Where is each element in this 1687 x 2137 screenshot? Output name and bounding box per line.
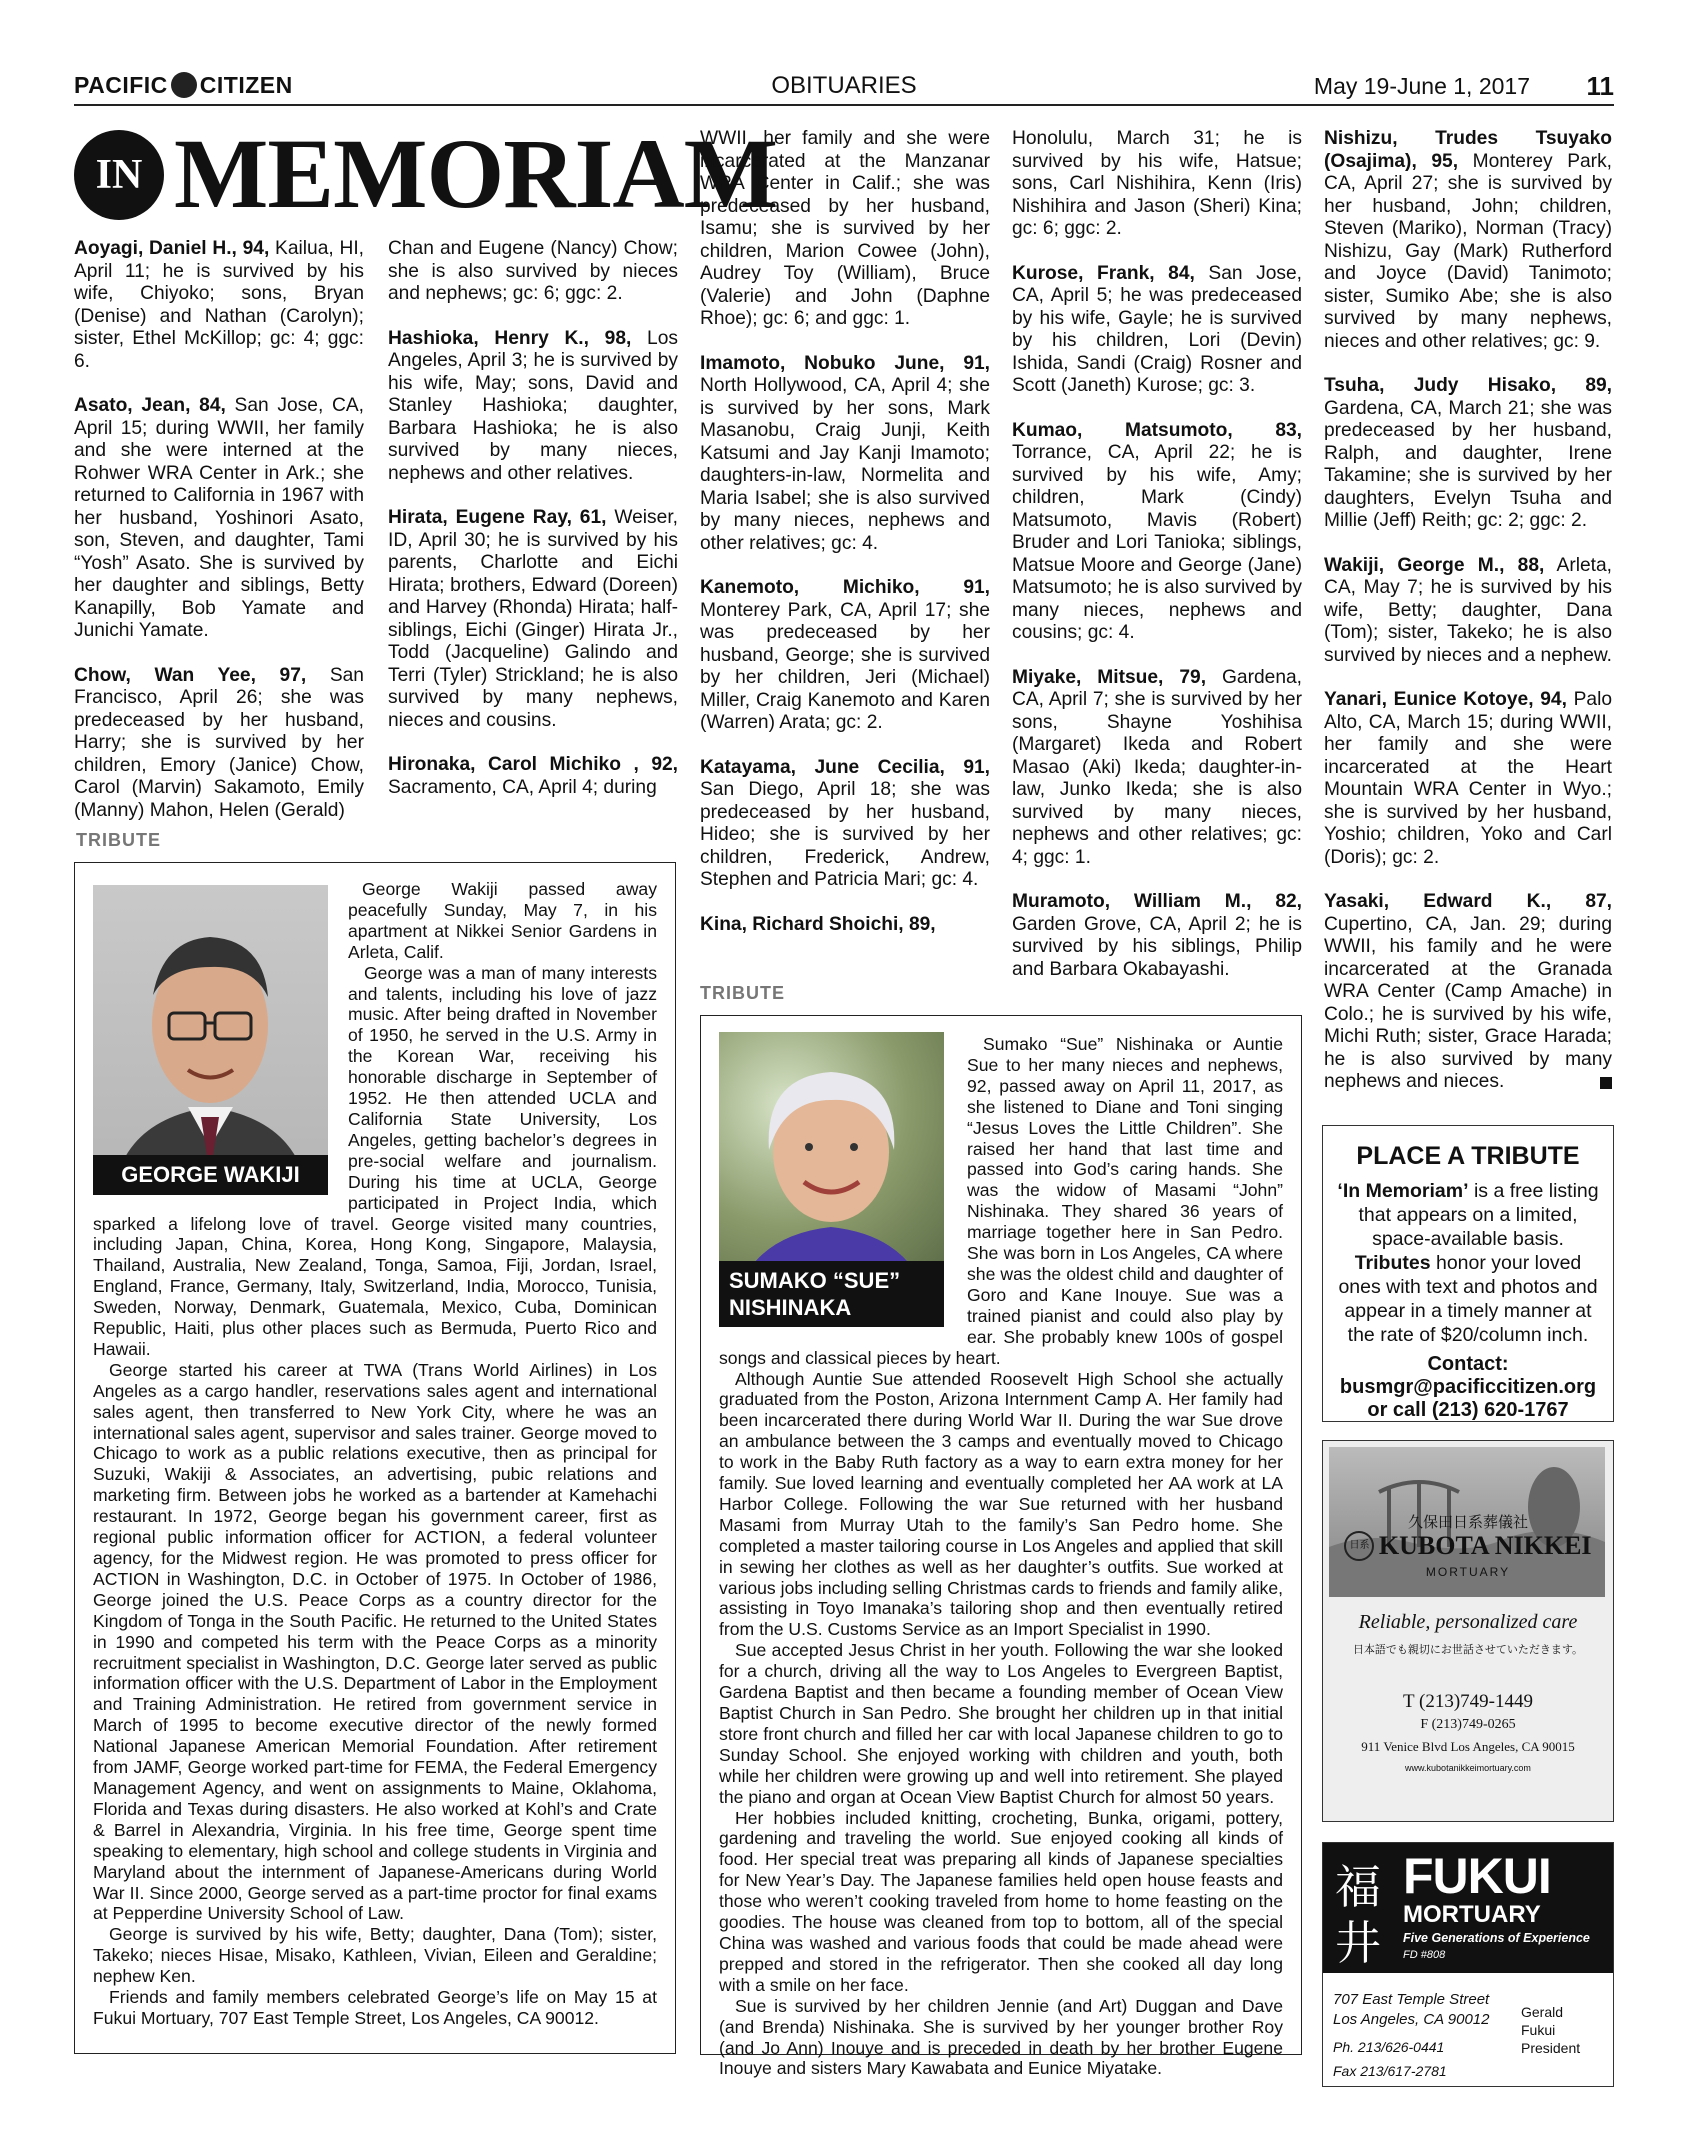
tribute-paragraph: Sue is survived by her children Jennie (and Art) Duggan and Dave (and Brenda) Nishinaka. She is survived by her younger brother Roy (and Jo Ann) Inouye and is preceded in death by her brother Eugene Inouye and sisters Mary Kawabata and Eunice Miyatake. (719, 1995, 1283, 2079)
logo-left: PACIFIC (74, 72, 168, 98)
memoriam-word: MEMORIAM (174, 118, 777, 229)
tribute-paragraph: Friends and family members celebrated George’s life on May 15 at Fukui Mortuary, 707 East Temple Street, Los Angeles, CA 90012. (93, 1987, 657, 2028)
obit-entry: Katayama, June Cecilia, 91, San Diego, April 18; she was predeceased by her husband, Hideo; she is survived by her children, Frederick, Andrew, Stephen and Patricia Mari; gc: 4. (700, 756, 990, 890)
tribute-paragraph: Sue accepted Jesus Christ in her youth. Following the war she looked for a church, driving all the way to Los Angeles to Evergreen Baptist, Gardena Baptist and then became a founding member of Ocean View Baptist Church in San Pedro. She brought her children up in that initial store front church and filled her car with local Japanese children to go to Sunday School. She enjoyed working with children and youth, both while her children were growing up and well into retirement. She played the piano and organ at Ocean View Baptist Church for almost 50 years. (719, 1640, 1283, 1807)
obit-entry: Hashioka, Henry K., 98, Los Angeles, April 3; he is survived by his wife, May; sons, David and Stanley Hashioka; daughter, Barbara Hashioka; he is also survived by many nieces, nephews and other relatives. (388, 327, 678, 484)
kubota-jp-name: 久保田日系葬儀社 (1407, 1513, 1528, 1531)
place-tribute-heading: PLACE A TRIBUTE (1356, 1142, 1580, 1170)
photo-float (93, 879, 348, 1202)
obit-entry: Imamoto, Nobuko June, 91, North Hollywood, CA, April 4; she is survived by her sons, Mark Masanobu, Craig Junji, Keith Katsumi and Jay Kanji Imamoto; daughters-in-law, Normelita and Maria Isabel; she is also survived by many nieces, nephews and other relatives; gc: 4. (700, 352, 990, 554)
fukui-fd: FD #808 (1403, 1949, 1446, 1961)
obit-entry: Honolulu, March 31; he is survived by his wife, Hatsue; sons, Carl Nishihira, Kenn (Iris) Nishihira and Jason (Sheri) Kina; gc: 6; ggc: 2. (1012, 128, 1302, 239)
fukui-addr2: Los Angeles, CA 90012 (1333, 2011, 1490, 2028)
tribute-paragraph: Her hobbies included knitting, crocheting, Bunka, origami, pottery, gardening and traveling the world. Sue enjoyed cooking all kinds of food. Her special treat was preparing all kinds of Japanese specialties for New Year’s Day. The Japanese families held open house feasts and those who weren’t cooking traveled from home to home feasting on the goodies. The house was cleaned from top to bottom, all of the special China was washed and various foods that could be made ahead were prepped and stored in the refrigerator. Then she cooked all day long with a smile on her face. (719, 1807, 1283, 1995)
kubota-seal-icon: 日系 (1344, 1531, 1374, 1561)
kubota-fax: F (213)749-0265 (1420, 1717, 1516, 1732)
obit-entry: Yanari, Eunice Kotoye, 94, Palo Alto, CA, March 15; during WWII, her family and she were incarcerated at the Heart Mountain WRA Center in Wyo.; she is survived by her husband, Yoshio; children, Yoko and Carl (Doris); gc: 2. (1324, 689, 1613, 868)
obit-column-1 (74, 238, 364, 844)
tribute-paragraph: George was a man of many interests and talents, including his love of jazz music. After being drafted in November of 1950, he served in the U.S. Army in the Korean War, receiving his honorable discharge in September of 1952. He then attended UCLA and California State University, Los Angeles, getting bachelor’s degrees in pre-social welfare and journalism. During his time at UCLA, George participated in Project India, which sparked a lifelong love of travel. George visited many countries, including Japan, China, Korea, Hong Kong, Singapore, Malaysia, Thailand, Australia, New Zealand, Tonga, Samoa, Fiji, Jordan, Israel, England, France, Germany, Italy, Switzerland, India, Morocco, Tunisia, Sweden, Norway, Denmark, Guatemala, Mexico, Cuba, Dominican Republic, Haiti, plus other places such as Bermuda, Puerto Rico and Hawaii. (93, 962, 657, 1359)
obit-entry: Miyake, Mitsue, 79, Gardena, CA, April 7; she is survived by her sons, Shayne Yoshihisa (Margaret) Ikeda and Robert Masao (Aki) Ikeda; daughter-in-law, Junko Ikeda; she is also survived by many nieces, nephews and other relatives; gc: 4; ggc: 1. (1012, 666, 1302, 868)
kubota-tel: T (213)749-1449 (1403, 1691, 1533, 1712)
fukui-kanji-2: 井 (1335, 1916, 1381, 1970)
obit-entry: Hirata, Eugene Ray, 61, Weiser, ID, April 30; he is survived by his parents, Charlotte and Eichi Hirata; brothers, Edward (Doreen) and Harvey (Rhonda) Hirata; half-siblings, Eichi (Ginger) Hirata Jr., Todd (Jacqueline) Galindo and Terri (Tyler) Strickland; he is also survived by many nephews, nieces and cousins. (388, 507, 678, 731)
tribute-text (719, 1034, 1283, 2079)
fukui-addr1: 707 East Temple Street (1333, 1991, 1490, 2008)
tribute-paragraph: George is survived by his wife, Betty; daughter, Dana (Tom); sister, Takeko; nieces Hisae, Misako, Kathleen, Vivian, Eileen and Geraldine; nephew Ken. (93, 1924, 657, 1987)
kubota-web: www.kubotanikkeimortuary.com (1405, 1763, 1531, 1773)
obit-entry: Aoyagi, Daniel H., 94, Kailua, HI, April 11; he is survived by his wife, Chiyoko; sons, Bryan (Denise) and Nathan (Carolyn); sister, Ethel McKillop; gc: 4; ggc: 6. (74, 238, 364, 372)
place-a-tribute-box (1322, 1125, 1614, 1422)
kubota-address: 911 Venice Blvd Los Angeles, CA 90015 (1361, 1739, 1575, 1754)
kubota-tagline: Reliable, personalized care (1358, 1611, 1578, 1633)
obit-entry: Wakiji, George M., 88, Arleta, CA, May 7; he is survived by his wife, Betty; daughter, Dana (Tom); sister, Takeko; he is also survived by nieces and a nephew. (1324, 554, 1612, 666)
contact-email-link[interactable]: busmgr@pacificcitizen.org (1339, 1376, 1597, 1398)
kubota-sub: MORTUARY (1425, 1565, 1511, 1579)
contact-label: Contact: (1427, 1353, 1509, 1375)
place-tribute-body: ‘In Memoriam’ is a free listing that appears on a limited, space-available basis. Tributes honor your loved ones with text and photos and appear in a timely manner at the rate of $20/column inch. (1337, 1180, 1599, 1346)
fukui-name: FUKUI (1403, 1848, 1551, 1904)
tribute-label: TRIBUTE (700, 983, 785, 1003)
obit-entry: Nishizu, Trudes Tsuyako (Osajima), 95, Monterey Park, CA, April 27; she is survived by her husband, John; children, Steven (Mariko), Norman (Tracy) Nishizu, Gay (Mark) Rutherford and Joyce (David) Tanimoto; sister, Sumiko Abe; she is also survived by many nephews, nieces and other relatives; gc: 9. (1324, 128, 1612, 352)
fukui-phone: Ph. 213/626-0441 (1333, 2039, 1445, 2055)
obit-column-5 (1324, 128, 1612, 1116)
obit-column-4 (1012, 128, 1302, 1003)
obit-entry: Chan and Eugene (Nancy) Chow; she is also survived by nieces and nephews; gc: 6; ggc: 2. (388, 238, 678, 304)
obit-column-3 (700, 128, 990, 958)
fukui-sub: MORTUARY (1403, 1901, 1541, 1928)
obit-entry: Kina, Richard Shoichi, 89, (700, 913, 936, 935)
obit-entry: Kumao, Matsumoto, 83, Torrance, CA, April 22; he is survived by his wife, Amy; children, Mark (Cindy) Matsumoto, Mavis (Robert) Bruder and Lori Tanioka; siblings, Matsue Moore and George (Jane) Matsumoto; he is also survived by many nieces, nephews and cousins; gc: 4. (1012, 419, 1302, 643)
section-title: OBITUARIES (771, 72, 917, 99)
page-number: 11 (1586, 71, 1614, 101)
in-badge: IN (74, 130, 164, 220)
tribute-paragraph: Although Auntie Sue attended Roosevelt High School she actually graduated from the Poston, Arizona Internment Camp A. Her family had been incarcerated there during World War II. During the war Sue drove an ambulance between the 3 camps and eventually moved to Chicago to work in the Baby Ruth factory as a way to earn extra money for her family. Sue loved learning and eventually completed her AA work at LA Harbor College. Following the war Sue returned with her husband Masami from Murray Utah to the family’s San Pedro home. She completed a master tailoring course in Los Angeles and applied that skill in sewing her clothes as well as her daughter’s outfits. Sue worked at various jobs including selling Christmas cards to friends and family alike, assisting in Toyo Imanaka’s tailoring shop and then eventually retired from the U.S. Customs Service as an Import Specialist in 1990. (719, 1368, 1283, 1640)
obit-entry: Asato, Jean, 84, San Jose, CA, April 15; during WWII, her family and she were interned at the Rohwer WRA Center in Ark.; she returned to California in 1967 with her husband, Yoshinori Asato, son, Steven, and daughter, Tami “Yosh” Asato. She is survived by her daughter and siblings, Betty Kanapilly, Bob Yamate and Junichi Yamate. (74, 395, 364, 641)
in-memoriam-title (74, 118, 777, 232)
obit-column-2 (388, 238, 678, 821)
fukui-tag: Five Generations of Experience (1403, 1931, 1590, 1945)
page-header (74, 72, 1614, 102)
obit-entry: Chow, Wan Yee, 97, San Francisco, April 26; she was predeceased by her husband, Harry; she is survived by her children, Emory (Janice) Chow, Carol (Marvin) Sakamoto, Emily (Manny) Mahon, Helen (Gerald) (74, 664, 364, 821)
obit-entry: Kurose, Frank, 84, San Jose, CA, April 5; he was predeceased by his wife, Gayle; he is survived by his children, Lori (Devin) Ishida, Sandi (Craig) Rosner and Scott (Janeth) Kurose; gc: 3. (1012, 262, 1302, 396)
contact-phone: or call (213) 620-1767 (1367, 1399, 1569, 1421)
photo-caption: SUMAKO “SUE” NISHINAKA (719, 1261, 944, 1327)
kubota-name-row (1323, 1531, 1613, 1561)
end-mark-icon (1600, 1077, 1612, 1089)
kubota-jp-line: 日本語でも親切にお世話させていただきます。 (1352, 1644, 1584, 1656)
obit-entry: Muramoto, William M., 82, Garden Grove, CA, April 2; he is survived by his siblings, Philip and Barbara Okabayashi. (1012, 891, 1302, 980)
photo-caption: GEORGE WAKIJI (93, 1155, 328, 1195)
tribute-george-wakiji (74, 862, 676, 2054)
kubota-nikkei-ad (1322, 1440, 1614, 1822)
tribute-paragraph: George started his career at TWA (Trans World Airlines) in Los Angeles as a cargo handler, reservations sales agent and international sales agent, then transferred to New York City, where he was an international sales agent, supervisor and sales trainer. George moved to Chicago to work as a public relations executive, then as principal for Suzuki, Wakiji & Associates, an advertising, pubic relations and marketing firm. Between jobs he worked as a bartender at Kamehachi restaurant. In 1972, George began his government career, first as regional public information officer for ACTION, a federal volunteer agency, for the Midwest region. He was promoted to press officer for ACTION in Washington, D.C. in October of 1975. In October of 1986, George joined the U.S. Peace Corps as a country director for the Kingdom of Tonga in the South Pacific. He returned to the United States in 1990 and competed his term with the Peace Corps as a minority recruitment specialist in Washington, D.C. George later served as public information officer with the U.S. Department of Labor in the Employment and Training Administration. He retired from government service in March of 1995 to become executive director of the newly formed National Japanese American Memorial Foundation. After retirement from JAMF, George worked part-time for FEMA, the Federal Emergency Management Agency, and went on assignments to Maine, Oklahoma, Florida and Texas during disasters. He also worked at Kohl’s and Crate & Barrel in Alexandria, Virginia. In his free time, George spent time speaking to elementary, high school and college students in Virginia and Maryland about the internment of Japanese-Americans during World War II. Since 2000, George served as a part-time proctor for final exams at Pepperdine University School of Law. (93, 1359, 657, 1924)
tribute-label: TRIBUTE (76, 830, 161, 850)
obit-entry: Tsuha, Judy Hisako, 89, Gardena, CA, March 21; she was predeceased by her husband, Ralph, and daughter, Irene Takamine; she is survived by her daughters, Evelyn Tsuha and Millie (Jeff) Reith; gc: 2; ggc: 2. (1324, 375, 1612, 531)
header-rule (74, 104, 1614, 106)
fukui-mortuary-ad (1322, 1842, 1614, 2087)
fukui-person: Gerald Fukui President (1521, 2004, 1581, 2056)
tribute-text (93, 879, 657, 2029)
fukui-banner (1323, 1843, 1613, 1973)
obit-entry: Kanemoto, Michiko, 91, Monterey Park, CA, April 17; she was predeceased by her husband, George; she is survived by her children, Jeri (Michael) Miller, Craig Kanemoto and Karen (Warren) Arata; gc: 2. (700, 577, 990, 733)
obit-entry: Yasaki, Edward K., 87, Cupertino, CA, Jan. 29; during WWII, his family and he were incarcerated at the Granada WRA Center (Camp Amache) in Colo.; he is survived by his wife, Michi Ruth; sister, Grace Harada; he is also survived by many nephews and nieces. (1324, 891, 1612, 1092)
obit-entry: WWII, her family and she were incarcerated at the Manzanar WRA Center in Calif.; she was predeceased by her husband, Isamu; she is survived by her children, Marion Cowee (John), Audrey Toy (William), Bruce (Valerie) and John (Daphne Rhoe); gc: 6; and ggc: 1. (700, 128, 990, 329)
logo-right: CITIZEN (199, 72, 293, 98)
obit-entry: Hironaka, Carol Michiko , 92, Sacramento, CA, April 4; during (388, 754, 678, 798)
tribute-paragraph: Sumako “Sue” Nishinaka or Auntie Sue to her many nieces and nephews, 92, passed away on April 11, 2017, as she listened to Diane and Toni singing “Jesus Loves the Little Children”. She raised her hand that last time and passed into God’s caring hands. She was the widow of Masami “John” Nishinaka. They shared 36 years of marriage together here in San Pedro. She was born in Los Angeles, CA where she was the oldest child and daughter of Goro and Kane Inouye. Sue was a trained pianist and could also play by ear. She probably knew 100s of gospel songs and classical pieces by heart. (719, 1034, 1283, 1368)
issue-date: May 19-June 1, 2017 (1313, 73, 1530, 99)
fukui-fax: Fax 213/617-2781 (1333, 2063, 1447, 2079)
kubota-name: KUBOTA NIKKEI (1378, 1531, 1592, 1560)
photo-float (719, 1034, 967, 1339)
tribute-sumako-nishinaka (700, 1015, 1302, 2079)
fukui-kanji-1: 福 (1335, 1860, 1381, 1914)
tribute-paragraph: George Wakiji passed away peacefully Sunday, May 7, in his apartment at Nikkei Senior Gardens in Arleta, Calif. (348, 879, 657, 962)
